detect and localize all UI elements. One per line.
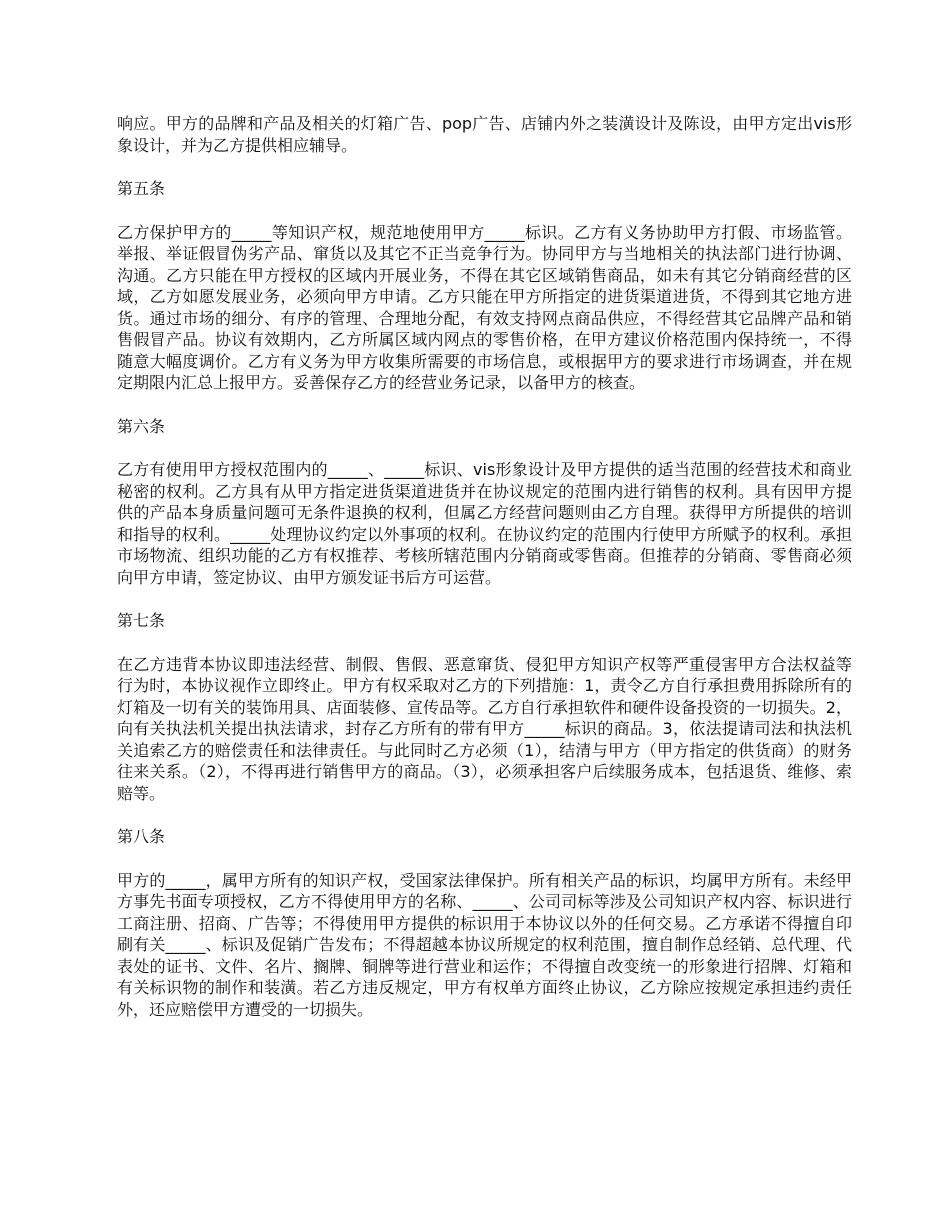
article-8-body: 甲方的_____，属甲方所有的知识产权，受国家法律保护。所有相关产品的标识，均属甲方所有。未经甲方事先书面专项授权，乙方不得使用甲方的名称、_____、公司司标等涉及公司知识产权内容、标识进行工商注册、招商、广告等；不得使用甲方提供的标识用于本协议以外的任何交易。乙方承诺不得擅自印刷有关_____、标识及促销广告发布；不得超越本协议所规定的权利范围，擅自制作总经销、总代理、代表处的证书、文件、名片、搁牌、铜牌等进行营业和运作；不得擅自改变统一的形象进行招牌、灯箱和有关标识物的制作和装潢。若乙方违反规定，甲方有权单方面终止协议，乙方除应按规定承担违约责任外，还应赔偿甲方遭受的一切损失。: [117, 870, 852, 1019]
paragraph-gap: [117, 804, 852, 826]
paragraph-gap: [117, 200, 852, 222]
article-5-heading: 第五条: [117, 179, 166, 198]
paragraph-gap: [117, 848, 852, 870]
document-page: [117, 113, 852, 1020]
article-8-heading: 第八条: [117, 827, 166, 846]
article-7-body: 在乙方违背本协议即违法经营、制假、售假、恶意窜货、侵犯甲方知识产权等严重侵害甲方合法权益等行为时，本协议视作立即终止。甲方有权采取对乙方的下列措施：1，责令乙方自行承担费用拆除所有的灯箱及一切有关的装饰用具、店面装修、宣传品等。乙方自行承担软件和硬件设备投资的一切损失。2，向有关执法机关提出执法请求，封存乙方所有的带有甲方_____标识的商品。3，依法提请司法和执法机关追索乙方的赔偿责任和法律责任。与此同时乙方必须（1），结清与甲方（甲方指定的供货商）的财务往来关系。（2），不得再进行销售甲方的商品。（3），必须承担客户后续服务成本，包括退货、维修、索赔等。: [117, 654, 852, 803]
paragraph-gap: [117, 156, 852, 178]
article-6-heading: 第六条: [117, 416, 166, 436]
article-6-body: 乙方有使用甲方授权范围内的_____、_____标识、vis形象设计及甲方提供的适当范围的经营技术和商业秘密的权利。乙方具有从甲方指定进货渠道进货并在协议规定的范围内进行销售的权利。具有因甲方提供的产品本身质量问题可无条件退换的权利，但属乙方经营问题则由乙方自理。获得甲方所提供的培训和指导的权利。_____处理协议约定以外事项的权利。在协议约定的范围内行使甲方所赋予的权利。承担市场物流、组织功能的乙方有权推荐、考核所辖范围内分销商或零售商。但推荐的分销商、零售商必须向甲方申请，签定协议、由甲方颁发证书后方可运营。: [117, 460, 852, 587]
paragraph-gap: [117, 394, 852, 416]
paragraph-gap: [117, 437, 852, 459]
paragraph-gap: [117, 588, 852, 610]
article-7-heading: 第七条: [117, 611, 166, 630]
article-5-body: 乙方保护甲方的_____等知识产权，规范地使用甲方_____标识。乙方有义务协助甲方打假、市场监管。举报、举证假冒伪劣产品、窜货以及其它不正当竞争行为。协同甲方与当地相关的执法部门进行协调、沟通。乙方只能在甲方授权的区域内开展业务，不得在其它区域销售商品，如未有其它分销商经营的区域，乙方如愿发展业务，必须向甲方申请。乙方只能在甲方所指定的进货渠道进货，不得到其它地方进货。通过市场的细分、有序的管理、合理地分配，有效支持网点商品供应，不得经营其它品牌产品和销售假冒产品。协议有效期内，乙方所属区域内网点的零售价格，在甲方建议价格范围内保持统一，不得随意大幅度调价。乙方有义务为甲方收集所需要的市场信息，或根据甲方的要求进行市场调查，并在规定期限内汇总上报甲方。妥善保存乙方的经营业务记录，以备甲方的核查。: [117, 222, 852, 392]
paragraph-intro: 响应。甲方的品牌和产品及相关的灯箱广告、pop广告、店铺内外之装潢设计及陈设，由甲方定出vis形象设计，并为乙方提供相应辅导。: [117, 114, 852, 155]
paragraph-gap: [117, 632, 852, 654]
